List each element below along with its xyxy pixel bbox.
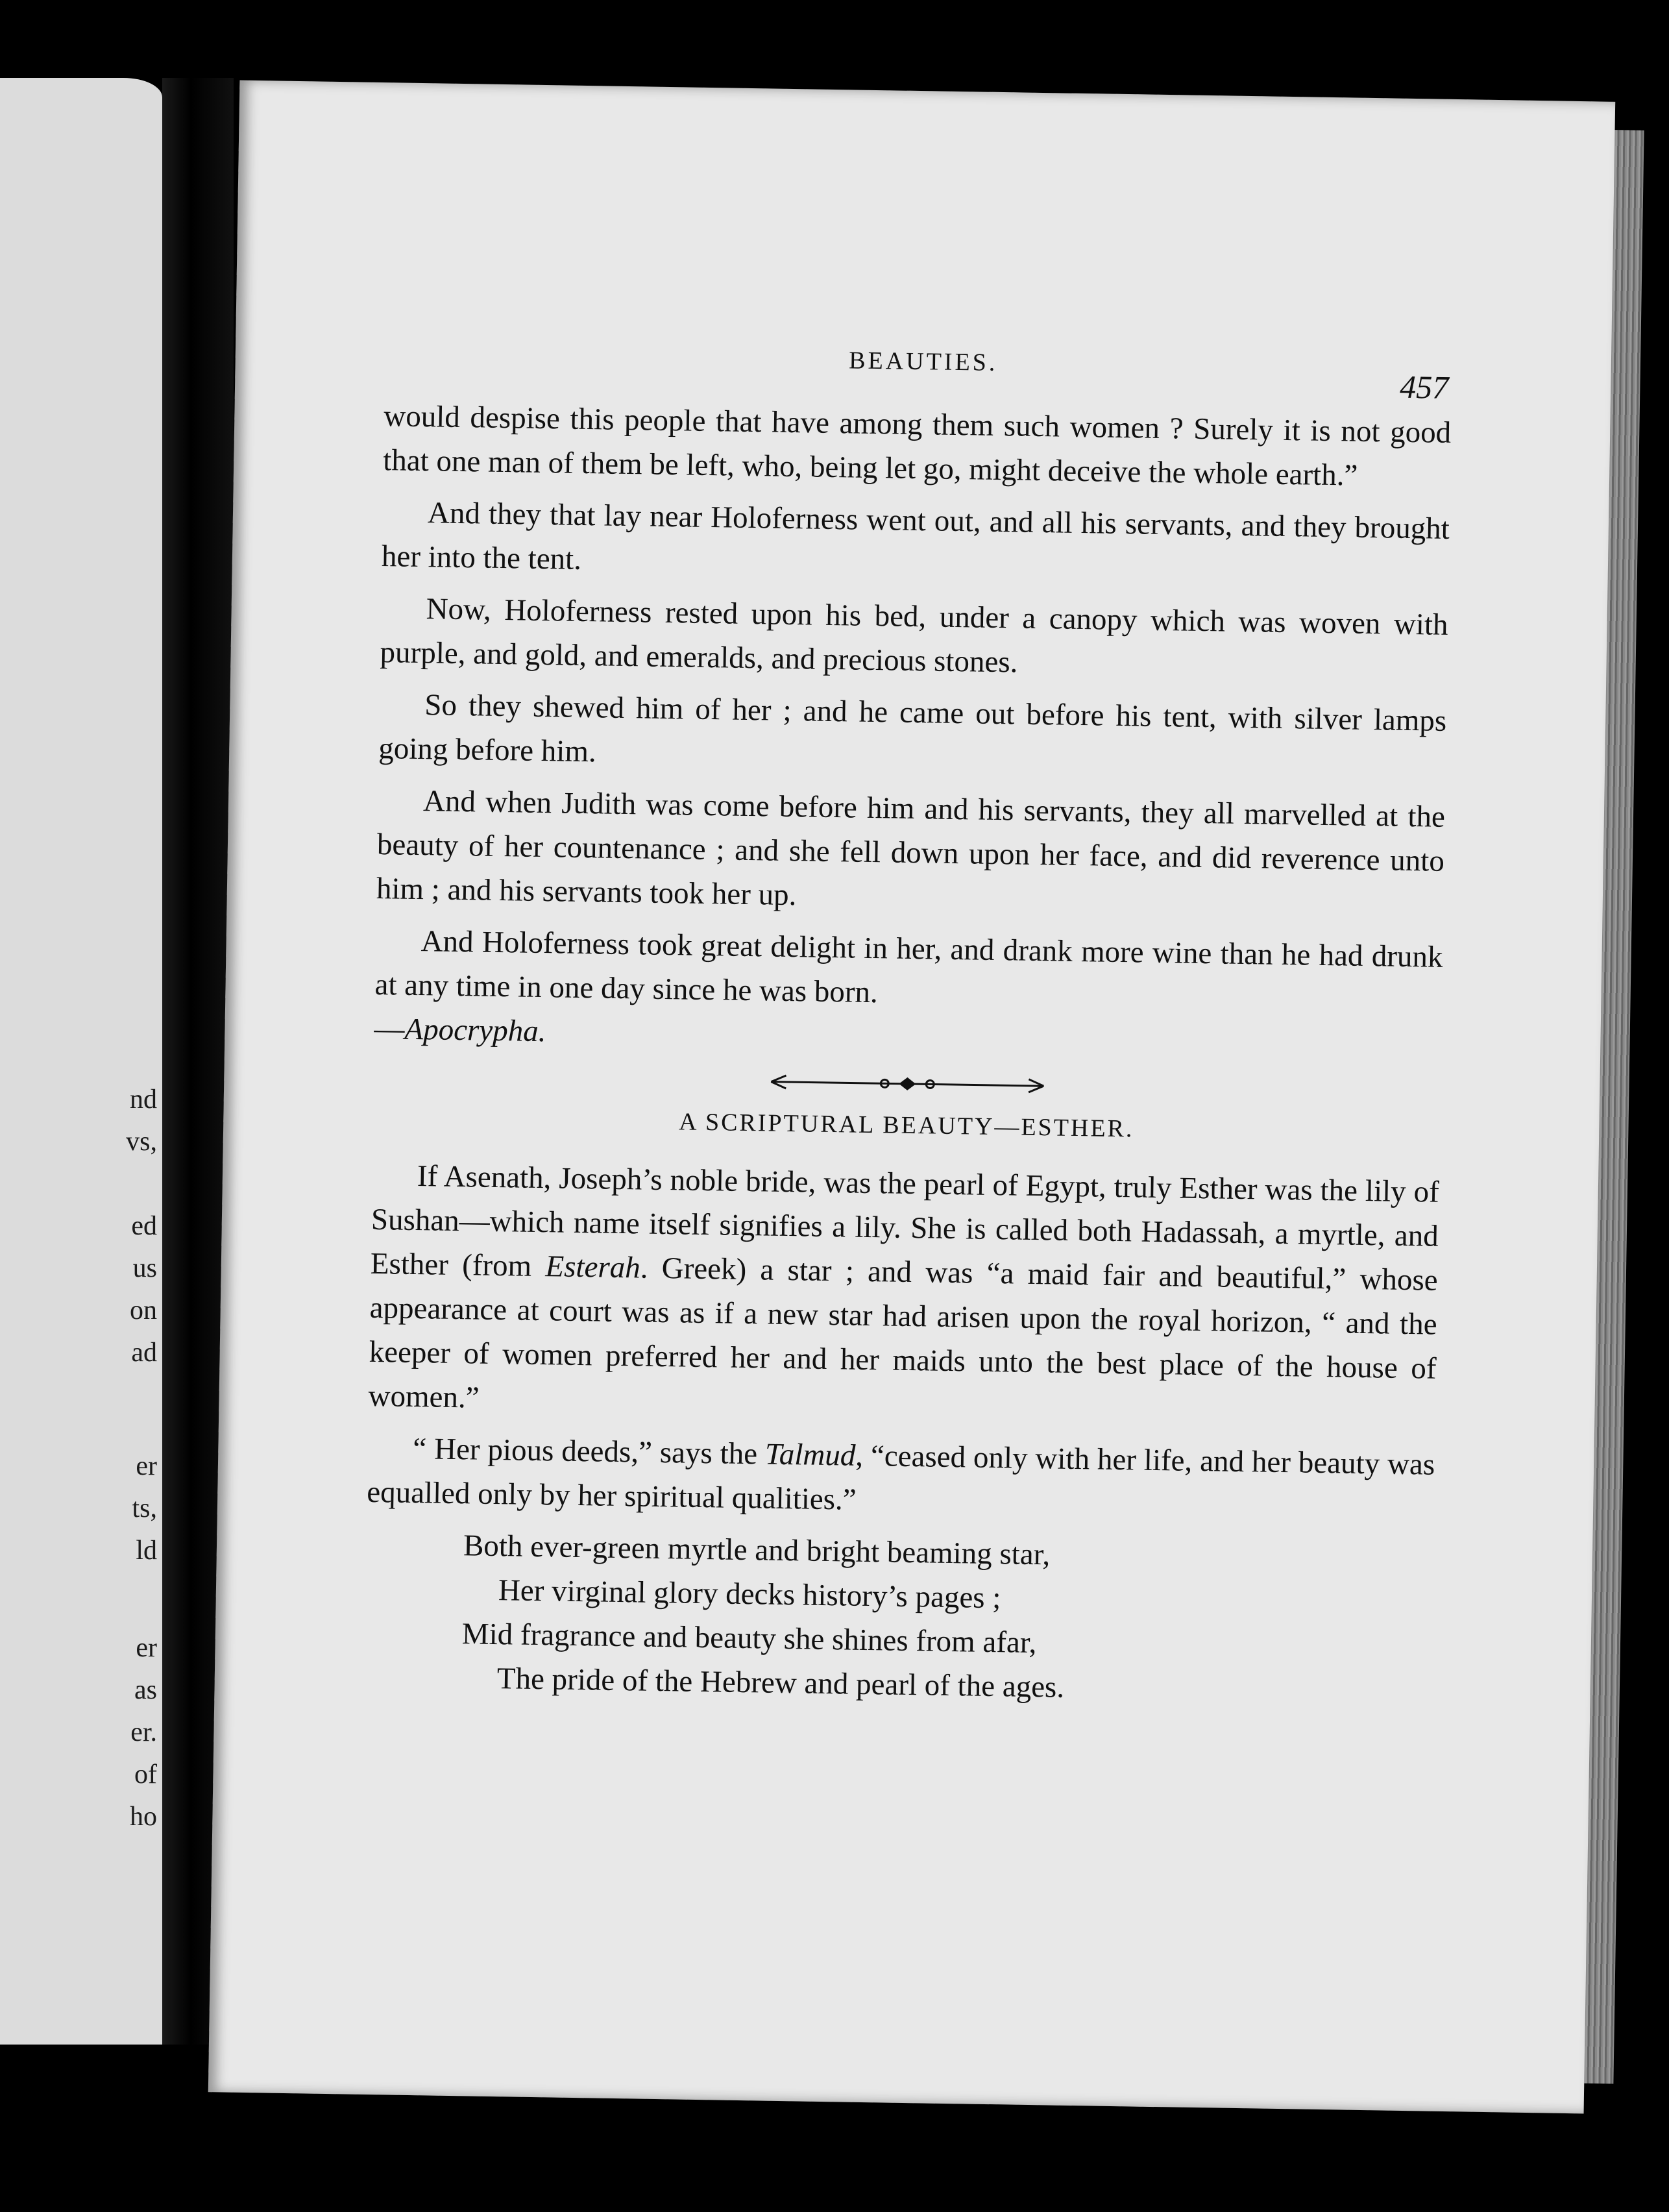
left-fragment: ad xyxy=(131,1338,157,1368)
verse-line: Mid fragrance and beauty she shines from afar, xyxy=(461,1617,1037,1660)
section-text: . Greek) a star ; and was “a maid fair and beautiful,” whose appearance at court was as if a new star had arisen upon the royal horizon, “ and the keeper of women preferred her and her maids unto the best place of the house of women.” xyxy=(368,1251,1439,1415)
section-paragraph xyxy=(367,1426,1435,1531)
left-fragment: er xyxy=(136,1633,157,1663)
section-paragraph xyxy=(368,1153,1439,1435)
left-fragment: ld xyxy=(136,1536,157,1566)
left-fragment: of xyxy=(134,1760,157,1789)
page-number: 457 xyxy=(1399,368,1449,406)
ornament-divider xyxy=(768,1069,1047,1100)
left-fragment: ed xyxy=(131,1211,157,1241)
paragraph: And when Judith was come before him and his servants, they all marvelled at the beauty of her countenance ; and she fell down upon her face, and did reverence unto him ; and his servants took her up. xyxy=(376,784,1446,913)
verse-line: Both ever-green myrtle and bright beaming star, xyxy=(463,1529,1051,1572)
section-text: , “ceased only with her life, and her beauty was equalled only by her spiritual qualities.” xyxy=(366,1438,1435,1517)
section-italic: Esterah xyxy=(545,1249,641,1285)
attribution-source: Apocrypha. xyxy=(404,1012,546,1049)
left-fragment: ho xyxy=(130,1802,157,1832)
paragraph: And they that lay near Holoferness went out, and all his servants, and they brought her into the tent. xyxy=(381,496,1450,576)
paragraph: And Holoferness took great delight in her, and drank more wine than he had drunk at any time in one day since he was born. xyxy=(374,924,1443,1010)
left-fragment: ts, xyxy=(132,1493,157,1523)
left-fragment: vs, xyxy=(126,1127,157,1157)
verse-line: Her virginal glory decks history’s pages ; xyxy=(498,1573,1001,1616)
left-fragment: on xyxy=(130,1296,157,1325)
left-page xyxy=(0,78,162,2045)
section-italic: Talmud xyxy=(764,1437,856,1473)
verse-line: The pride of the Hebrew and pearl of the ages. xyxy=(496,1662,1065,1704)
left-fragment: nd xyxy=(130,1085,157,1114)
section-text: “ Her pious deeds,” says the xyxy=(412,1431,766,1471)
left-fragment: us xyxy=(132,1253,157,1283)
verse xyxy=(461,1523,1433,1715)
section-title: A SCRIPTURAL BEAUTY—ESTHER. xyxy=(678,1108,1134,1143)
attribution-dash: — xyxy=(374,1011,405,1046)
paragraph: So they shewed him of her ; and he came out before his tent, with silver lamps going before him. xyxy=(378,688,1447,769)
section-text: If Asenath, Joseph’s noble bride, was the pearl of Egypt, truly Esther was the lily of Sushan—which name itself signifies a lily. She is called both Hadassah, a myrtle, and Esther (from xyxy=(370,1159,1440,1284)
paragraph: Now, Holoferness rested upon his bed, under a canopy which was woven with purple, and gold, and emeralds, and precious stones. xyxy=(380,592,1448,680)
right-page xyxy=(208,80,1615,2114)
running-head: BEAUTIES. xyxy=(848,347,998,376)
body-text xyxy=(363,394,1451,1715)
left-fragment: as xyxy=(134,1675,157,1705)
paragraph: would despise this people that have among them such women ? Surely it is not good that one man of them be left, who, being let go, might deceive the whole earth.” xyxy=(382,399,1452,493)
left-fragment: er xyxy=(136,1451,157,1481)
left-fragment: er. xyxy=(130,1717,157,1747)
